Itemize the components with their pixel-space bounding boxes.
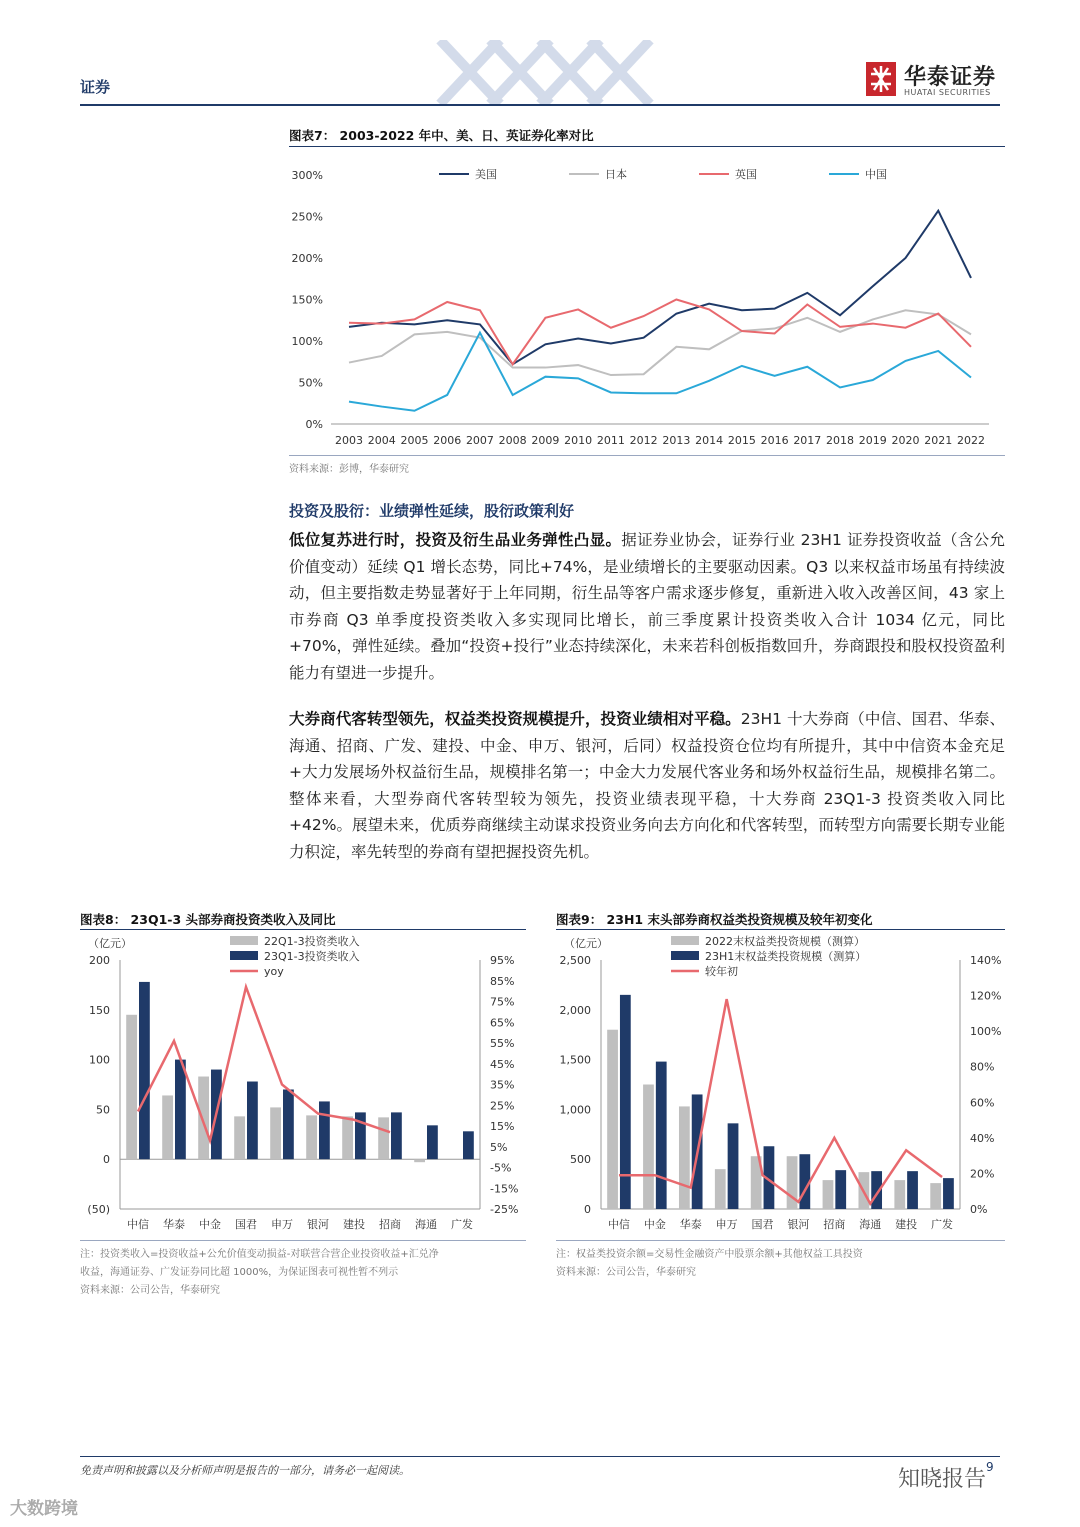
fig9-bottom-rule	[556, 1240, 1005, 1241]
fig8-title: 图表8： 23Q1-3 头部券商投资类收入及同比	[80, 912, 336, 927]
x-tick-label: 2018	[826, 434, 855, 447]
y2-tick-label: -25%	[490, 1203, 519, 1216]
fig9-chart	[556, 931, 1005, 1236]
x-tick-label: 中金	[643, 1218, 666, 1231]
fig8-chart	[80, 931, 526, 1236]
fig9-source: 资料来源：公司公告，华泰研究	[556, 1267, 696, 1278]
logo-name: 华泰证券	[904, 65, 997, 90]
section-heading: 投资及股衍：业绩弹性延续，股衍政策利好	[289, 502, 575, 520]
x-tick-label: 2005	[400, 434, 429, 447]
y2-tick-label: 65%	[490, 1016, 515, 1030]
x-tick-label: 华泰	[163, 1218, 185, 1231]
bar-0	[126, 1015, 137, 1159]
x-tick-label: 2006	[433, 434, 462, 447]
header-rule	[80, 104, 1000, 106]
legend-swatch	[230, 951, 258, 960]
y2-tick-label: 120%	[970, 989, 1002, 1003]
y2-tick-label: -5%	[490, 1161, 512, 1175]
bar-0	[607, 1030, 618, 1209]
y2-tick-label: 5%	[490, 1140, 508, 1154]
x-tick-label: 2007	[465, 434, 494, 447]
x-tick-label: 海通	[859, 1218, 882, 1231]
paragraph-1-lead: 低位复苏进行时，投资及衍生品业务弹性凸显。	[289, 531, 622, 549]
bar-1	[728, 1123, 739, 1209]
fig8-bottom-rule	[80, 1240, 526, 1241]
y-tick-label: 0	[584, 1203, 591, 1216]
fig8-source: 资料来源：公司公告，华泰研究	[80, 1285, 220, 1296]
y2-tick-label: 95%	[490, 954, 515, 967]
x-tick-label: 招商	[379, 1218, 401, 1231]
company-logo	[866, 60, 1006, 100]
bar-0	[823, 1180, 834, 1209]
footer-disclaimer: 免责声明和披露以及分析师声明是报告的一部分，请务必一起阅读。	[80, 1464, 410, 1477]
series-line-0	[349, 211, 971, 365]
x-tick-label: 2014	[695, 434, 724, 447]
logo-en: HUATAI SECURITIES	[904, 88, 991, 97]
bar-0	[378, 1117, 389, 1159]
unit-label: （亿元）	[88, 937, 132, 950]
fig7-title: 图表7： 2003-2022 年中、美、日、英证券化率对比	[289, 128, 594, 143]
x-tick-label: 广发	[451, 1218, 473, 1231]
x-tick-label: 2009	[531, 434, 560, 447]
fig8-note-2: 收益，海通证券、广发证券同比超 1000%，为保证图表可视性暂不列示	[80, 1267, 399, 1278]
legend-label: 较年初	[705, 965, 738, 978]
legend-label: 英国	[735, 168, 757, 181]
x-tick-label: 广发	[931, 1218, 954, 1231]
y-tick-label: 200	[89, 954, 110, 967]
bar-1	[247, 1082, 258, 1160]
y-tick-label: (50)	[87, 1203, 110, 1216]
y2-tick-label: 45%	[490, 1057, 515, 1071]
y2-tick-label: 75%	[490, 995, 515, 1009]
bar-0	[894, 1180, 905, 1209]
x-tick-label: 2003	[335, 434, 363, 447]
paragraph-1	[289, 527, 1005, 686]
y2-tick-label: 40%	[970, 1131, 995, 1145]
y-tick-label: 250%	[291, 210, 323, 224]
y-tick-label: 150%	[291, 293, 323, 307]
legend-label: 23Q1-3投资类收入	[264, 950, 360, 963]
x-tick-label: 海通	[415, 1218, 437, 1231]
bar-1	[283, 1089, 294, 1159]
y-tick-label: 50	[96, 1103, 110, 1117]
bar-0	[162, 1095, 173, 1159]
y2-tick-label: 20%	[970, 1167, 995, 1181]
bar-1	[139, 982, 150, 1159]
bar-0	[643, 1085, 654, 1210]
legend-label: yoy	[264, 965, 284, 978]
y2-tick-label: 0%	[970, 1203, 988, 1216]
y-tick-label: 50%	[298, 376, 323, 390]
bar-1	[907, 1171, 918, 1209]
x-tick-label: 申万	[271, 1218, 293, 1231]
bar-0	[679, 1106, 690, 1209]
y2-tick-label: 80%	[970, 1060, 995, 1074]
y-tick-label: 200%	[291, 252, 323, 265]
y-tick-label: 1,500	[559, 1053, 591, 1067]
y-tick-label: 1,000	[559, 1103, 591, 1117]
logo-mark-icon	[866, 62, 896, 96]
fig7-source: 资料来源：彭博，华泰研究	[289, 464, 409, 475]
x-tick-label: 2019	[858, 434, 887, 447]
fig8-note-1: 注：投资类收入=投资收益+公允价值变动损益-对联营合营企业投资收益+汇兑净	[80, 1249, 439, 1260]
bar-1	[319, 1101, 330, 1159]
bar-0	[270, 1107, 281, 1159]
x-tick-label: 2015	[727, 434, 756, 447]
bar-0	[234, 1116, 245, 1159]
legend-swatch	[671, 951, 699, 960]
x-tick-label: 建投	[895, 1218, 918, 1231]
fig7-top-rule	[289, 146, 1005, 147]
legend-label: 日本	[605, 168, 627, 181]
legend-label: 中国	[865, 168, 887, 181]
x-tick-label: 申万	[715, 1218, 738, 1231]
bar-1	[620, 995, 631, 1209]
bar-1	[391, 1112, 402, 1159]
yoy-line	[619, 999, 942, 1204]
x-tick-label: 国君	[235, 1218, 257, 1231]
x-tick-label: 2013	[662, 434, 691, 447]
y-tick-label: 0	[103, 1153, 110, 1167]
bar-1	[463, 1131, 474, 1159]
x-tick-label: 2020	[891, 434, 920, 447]
watermark-left: 大数跨境	[10, 1499, 78, 1519]
bar-0	[930, 1183, 941, 1209]
x-tick-label: 招商	[823, 1218, 846, 1231]
y2-tick-label: 15%	[490, 1120, 515, 1133]
x-tick-label: 2012	[629, 434, 658, 447]
y2-tick-label: -15%	[490, 1182, 519, 1196]
bar-0	[342, 1116, 353, 1159]
x-tick-label: 2016	[760, 434, 789, 447]
x-tick-label: 2021	[924, 434, 953, 447]
bar-0	[715, 1169, 726, 1209]
x-tick-label: 中金	[199, 1218, 221, 1231]
fig7-bottom-rule	[289, 455, 1005, 456]
x-tick-label: 2011	[596, 434, 625, 447]
fig9-note-1: 注：权益类投资余额=交易性金融资产中股票余额+其他权益工具投资	[556, 1249, 863, 1260]
legend-label: 美国	[475, 168, 497, 181]
legend-swatch	[230, 936, 258, 945]
bar-0	[306, 1115, 317, 1159]
bar-1	[175, 1060, 186, 1160]
y2-tick-label: 25%	[490, 1099, 515, 1113]
x-tick-label: 中信	[607, 1218, 630, 1231]
x-tick-label: 中信	[127, 1218, 149, 1231]
y-tick-label: 300%	[291, 169, 323, 182]
y-tick-label: 500	[570, 1153, 591, 1167]
bar-1	[943, 1178, 954, 1209]
x-tick-label: 2017	[793, 434, 822, 447]
header-decoration	[380, 40, 710, 104]
legend-swatch	[671, 936, 699, 945]
y-tick-label: 100	[89, 1053, 110, 1067]
unit-label: （亿元）	[564, 937, 608, 950]
y2-tick-label: 85%	[490, 974, 515, 988]
section-label: 证券	[80, 78, 111, 96]
paragraph-2	[289, 706, 1005, 865]
y2-tick-label: 100%	[970, 1025, 1002, 1039]
paragraph-2-body: 23H1 十大券商（中信、国君、华泰、海通、招商、广发、建投、中金、申万、银河，后同）权益投资仓位均有所提升，其中中信资本金充足+大力发展场外权益衍生品，规模排名第一；中金大力发展代客业务和场外权益衍生品，规模排名第二。整体来看，大型券商代客转型较为领先，投资业绩表现平稳，十大券商 23Q1-3 投资类收入同比+42%。展望未来，优质券商继续主动谋求投资业务向去方向化和代客转型，而转型方向需要长期专业能力积淀，率先转型的券商有望把握投资先机。	[289, 710, 1005, 861]
y-tick-label: 2,500	[559, 954, 591, 967]
paragraph-1-body: 据证券业协会，证券行业 23H1 证券投资收益（含公允价值变动）延续 Q1 增长态势，同比+74%，是业绩增长的主要驱动因素。Q3 以来权益市场虽有持续波动，但主要指数走势显著好于上年同期，衍生品等客户需求逐步修复，重新进入收入改善区间，43 家上市券商 Q3 单季度投资类收入多实现同比增长，前三季度累计投资类收入合计 1034 亿元，同比+70%，弹性延续。叠加“投资+投行”业态持续深化，未来若科创板指数回升，券商跟投和股权投资盈利能力有望进一步提升。	[289, 531, 1005, 682]
legend-label: 2022末权益类投资规模（测算）	[705, 935, 865, 948]
fig8-top-rule	[80, 929, 526, 930]
y-tick-label: 100%	[291, 335, 323, 348]
bar-1	[427, 1125, 438, 1159]
y-tick-label: 0%	[305, 418, 323, 431]
bar-0	[414, 1159, 425, 1162]
x-tick-label: 建投	[343, 1218, 365, 1231]
watermark-right: 知晓报告	[898, 1467, 987, 1492]
bar-0	[198, 1077, 209, 1160]
x-tick-label: 银河	[307, 1218, 329, 1231]
x-tick-label: 2008	[498, 434, 527, 447]
x-tick-label: 2022	[957, 434, 985, 447]
series-line-3	[349, 333, 971, 411]
y-tick-label: 2,000	[559, 1003, 591, 1017]
x-tick-label: 华泰	[679, 1218, 702, 1231]
footer-rule	[80, 1456, 1000, 1457]
legend-label: 22Q1-3投资类收入	[264, 935, 360, 948]
bar-1	[656, 1062, 667, 1209]
x-tick-label: 银河	[787, 1218, 810, 1231]
x-tick-label: 2004	[367, 434, 396, 447]
x-tick-label: 2010	[564, 434, 593, 447]
x-tick-label: 国君	[751, 1218, 774, 1231]
fig9-title: 图表9： 23H1 末头部券商权益类投资规模及较年初变化	[556, 912, 873, 927]
y2-tick-label: 35%	[490, 1078, 515, 1092]
paragraph-2-lead: 大券商代客转型领先，权益类投资规模提升，投资业绩相对平稳。	[289, 710, 741, 728]
fig9-top-rule	[556, 929, 1005, 930]
y2-tick-label: 55%	[490, 1037, 515, 1050]
y2-tick-label: 140%	[970, 954, 1002, 967]
y2-tick-label: 60%	[970, 1096, 995, 1110]
y-tick-label: 150	[89, 1003, 110, 1017]
legend-label: 23H1末权益类投资规模（测算）	[705, 950, 867, 963]
page-number: 9	[986, 1460, 994, 1474]
fig7-chart	[289, 150, 1005, 452]
bar-1	[835, 1170, 846, 1209]
